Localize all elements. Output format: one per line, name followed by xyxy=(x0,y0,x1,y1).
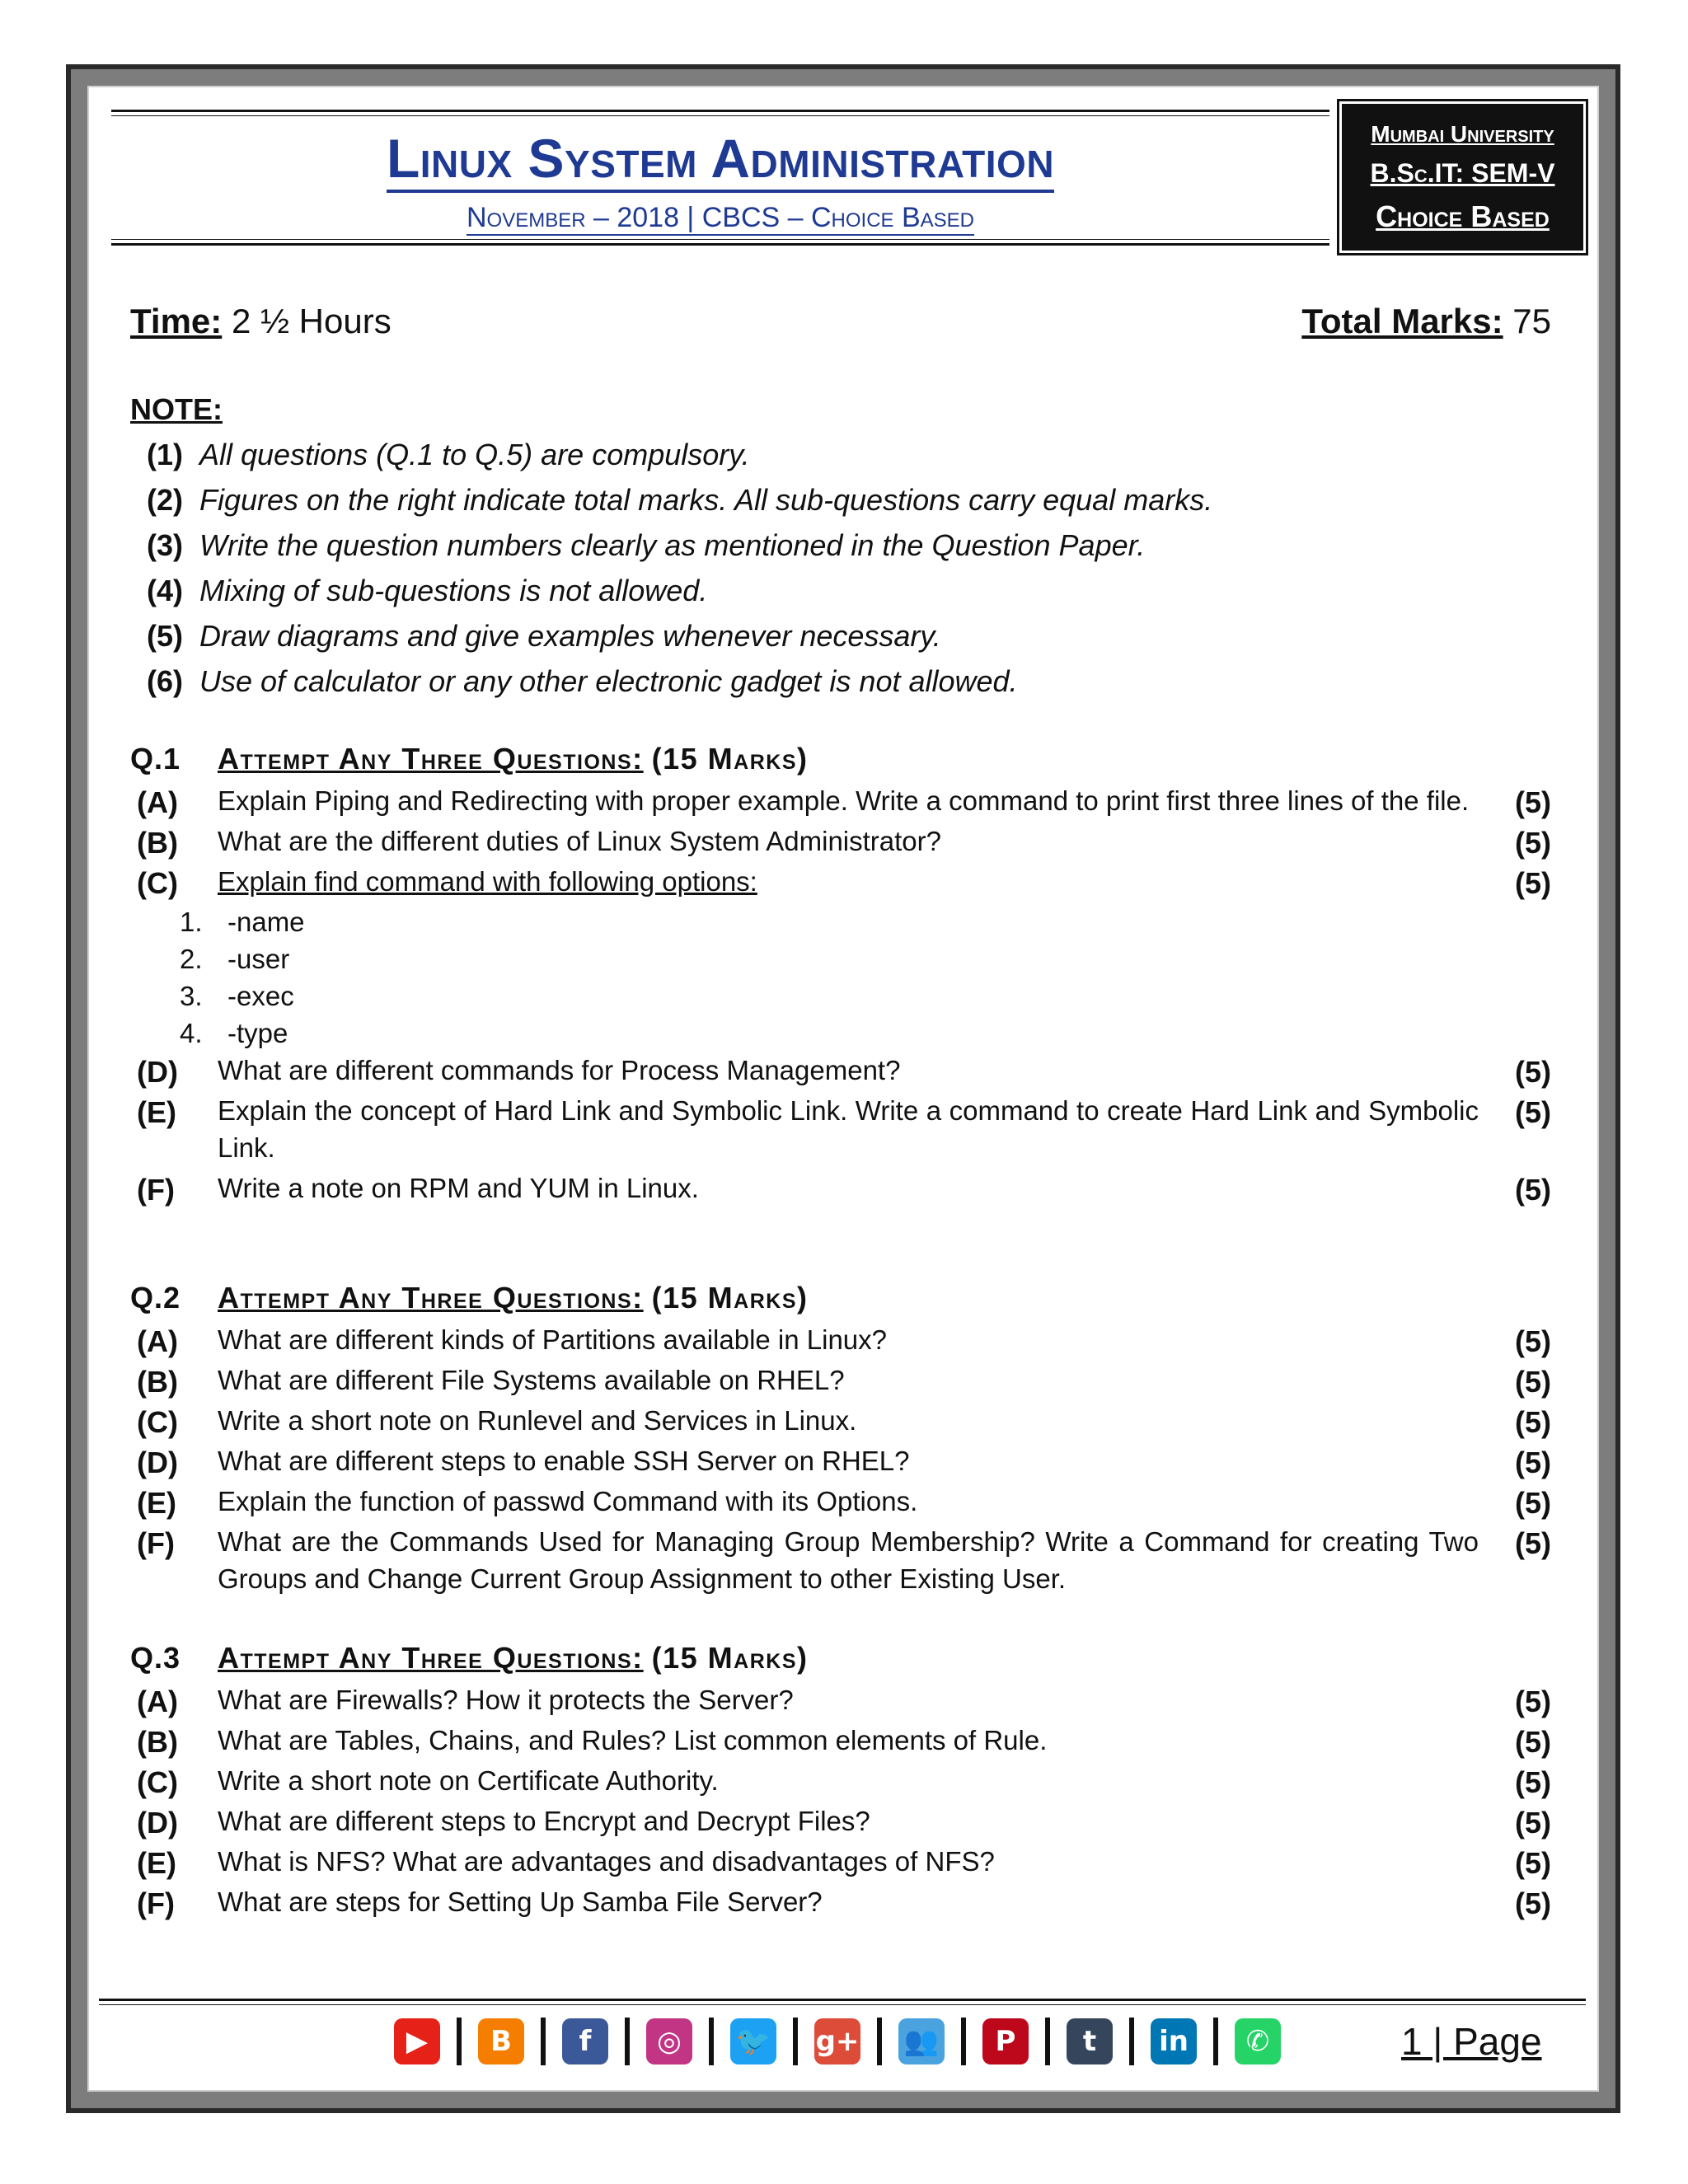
question-text: What are different kinds of Partitions available in Linux? xyxy=(218,1324,888,1355)
question-label: (B) xyxy=(137,826,178,860)
facebook-icon[interactable]: f xyxy=(562,2018,608,2064)
question-label: (E) xyxy=(137,1846,176,1880)
option-number: 1. xyxy=(180,907,203,937)
header-rule-top-thin xyxy=(111,115,1329,116)
section-title: Attempt Any Three Questions: xyxy=(218,742,644,776)
question-item xyxy=(130,823,1551,860)
header-rule-bottom-thin xyxy=(111,239,1329,240)
question-label: (A) xyxy=(137,785,178,819)
question-text: What are different steps to Encrypt and Decrypt Files? xyxy=(218,1806,870,1836)
section-marks: (15 Marks) xyxy=(651,1281,809,1315)
question-item xyxy=(130,1483,1551,1520)
icon-separator xyxy=(1129,2018,1134,2065)
marks-value: 75 xyxy=(1512,302,1551,340)
question-item xyxy=(130,1361,1551,1399)
question-text: What are the Commands Used for Managing Group Membership? Write a Command for creating Two Groups and Change Current Group Assignment to other Existing User. xyxy=(218,1526,1479,1594)
question-text: What is NFS? What are advantages and disadvantages of NFS? xyxy=(218,1846,995,1877)
question-item xyxy=(130,1442,1551,1479)
option-text: -name xyxy=(227,907,305,937)
question-item xyxy=(130,1052,1551,1089)
section-title: Attempt Any Three Questions: xyxy=(218,1281,644,1315)
pinterest-icon[interactable]: P xyxy=(982,2018,1029,2064)
question-marks: (5) xyxy=(1515,1324,1551,1358)
question-item xyxy=(130,1402,1551,1439)
question-item xyxy=(130,1802,1551,1840)
note-number: (2) xyxy=(147,483,183,517)
question-marks: (5) xyxy=(1515,1446,1551,1479)
instagram-icon[interactable]: ◎ xyxy=(646,2018,692,2064)
option-number: 2. xyxy=(180,944,203,974)
badge-course: B.Sc.IT: SEM-V xyxy=(1370,158,1555,188)
question-label: (F) xyxy=(137,1173,175,1207)
question-marks: (5) xyxy=(1515,826,1551,860)
time-info xyxy=(130,302,392,340)
question-label: (D) xyxy=(137,1446,178,1479)
question-text: What are different commands for Process Management? xyxy=(218,1055,901,1085)
section-number: Q.1 xyxy=(130,742,181,776)
question-text: What are different File Systems available on RHEL? xyxy=(218,1365,845,1395)
note-heading: NOTE: xyxy=(130,392,223,426)
icon-separator xyxy=(625,2018,630,2065)
question-item xyxy=(130,1843,1551,1880)
note-text: Use of calculator or any other electronic gadget is not allowed. xyxy=(199,664,1018,698)
option-text: -exec xyxy=(227,981,294,1011)
question-text: What are the different duties of Linux System Administrator? xyxy=(218,826,941,856)
question-marks: (5) xyxy=(1515,1765,1551,1799)
section-heading xyxy=(130,736,1551,782)
page-subtitle: November – 2018 | CBCS – Choice Based xyxy=(467,201,974,236)
tumblr-icon[interactable]: t xyxy=(1067,2018,1113,2064)
note-item xyxy=(147,477,1212,523)
question-label: (C) xyxy=(137,866,178,900)
question-label: (D) xyxy=(137,1055,178,1089)
whatsapp-icon[interactable]: ✆ xyxy=(1235,2018,1281,2064)
icon-separator xyxy=(1213,2018,1218,2065)
section-heading xyxy=(130,1635,1551,1681)
badge-scheme: Choice Based xyxy=(1376,199,1550,233)
section-marks: (15 Marks) xyxy=(651,1641,809,1675)
question-label: (C) xyxy=(137,1765,178,1799)
icon-separator xyxy=(709,2018,714,2065)
marks-label: Total Marks: xyxy=(1301,302,1503,340)
question-text: Explain Piping and Redirecting with proper example. Write a command to print first three lines of the file. xyxy=(218,785,1470,816)
question-item xyxy=(130,1883,1551,1920)
icon-separator xyxy=(541,2018,546,2065)
note-item xyxy=(147,613,1212,658)
icon-separator xyxy=(877,2018,882,2065)
question-text: Explain the function of passwd Command with its Options. xyxy=(218,1486,918,1516)
time-label: Time: xyxy=(130,302,223,340)
note-text: Write the question numbers clearly as mentioned in the Question Paper. xyxy=(199,528,1146,562)
googleplus-icon[interactable]: g+ xyxy=(814,2018,860,2064)
question-text: What are different steps to enable SSH Server on RHEL? xyxy=(218,1446,910,1476)
question-label: (B) xyxy=(137,1365,178,1399)
question-label: (F) xyxy=(137,1886,175,1920)
question-text: Write a short note on Certificate Authority. xyxy=(218,1765,719,1796)
option-list xyxy=(130,903,1551,1052)
youtube-icon[interactable]: ▶ xyxy=(394,2018,440,2064)
section-marks: (15 Marks) xyxy=(651,742,809,776)
note-text: Mixing of sub-questions is not allowed. xyxy=(199,574,708,607)
question-marks: (5) xyxy=(1515,1806,1551,1840)
question-marks: (5) xyxy=(1515,1055,1551,1089)
option-number: 3. xyxy=(180,981,203,1011)
question-marks: (5) xyxy=(1515,1365,1551,1399)
question-marks: (5) xyxy=(1515,1173,1551,1207)
question-label: (E) xyxy=(137,1486,176,1520)
note-item xyxy=(147,658,1212,704)
option-item xyxy=(180,903,1551,940)
question-label: (F) xyxy=(137,1526,175,1560)
question-text: What are Tables, Chains, and Rules? List common elements of Rule. xyxy=(218,1725,1048,1755)
marks-info xyxy=(1301,302,1551,341)
question-item xyxy=(130,1092,1551,1166)
option-item xyxy=(180,977,1551,1015)
section-q1 xyxy=(130,736,1551,1210)
note-text: All questions (Q.1 to Q.5) are compulsory. xyxy=(199,438,750,471)
section-q3 xyxy=(130,1635,1551,1924)
question-marks: (5) xyxy=(1515,866,1551,900)
question-text: What are steps for Setting Up Samba File Server? xyxy=(218,1886,823,1917)
question-item xyxy=(130,1722,1551,1759)
question-item xyxy=(130,782,1551,819)
social-icons xyxy=(394,2017,1281,2066)
question-item xyxy=(130,1762,1551,1799)
question-label: (B) xyxy=(137,1725,178,1759)
question-marks: (5) xyxy=(1515,1095,1551,1129)
option-item xyxy=(180,1015,1551,1052)
note-number: (6) xyxy=(147,664,183,698)
badge-university: Mumbai University xyxy=(1371,121,1554,147)
question-text: Explain find command with following options: xyxy=(218,866,757,897)
question-text: Write a short note on Runlevel and Services in Linux. xyxy=(218,1405,857,1436)
question-marks: (5) xyxy=(1515,785,1551,819)
note-text: Draw diagrams and give examples whenever necessary. xyxy=(199,619,941,653)
question-item xyxy=(130,1523,1551,1597)
note-number: (4) xyxy=(147,574,183,607)
title-block xyxy=(111,127,1329,193)
twitter-icon[interactable]: 🐦 xyxy=(730,2018,776,2064)
question-label: (A) xyxy=(137,1324,178,1358)
blogger-icon[interactable]: B xyxy=(478,2018,524,2064)
option-text: -user xyxy=(227,944,290,974)
question-label: (C) xyxy=(137,1405,178,1439)
section-title: Attempt Any Three Questions: xyxy=(218,1641,644,1675)
section-number: Q.3 xyxy=(130,1641,181,1675)
question-item xyxy=(130,1321,1551,1358)
icon-separator xyxy=(457,2018,462,2065)
icon-separator xyxy=(961,2018,966,2065)
page-title: Linux System Administration xyxy=(387,127,1054,193)
question-label: (A) xyxy=(137,1685,178,1718)
question-marks: (5) xyxy=(1515,1725,1551,1759)
section-q2 xyxy=(130,1275,1551,1601)
icon-separator xyxy=(1045,2018,1050,2065)
note-item xyxy=(147,523,1212,568)
question-marks: (5) xyxy=(1515,1486,1551,1520)
question-text: What are Firewalls? How it protects the Server? xyxy=(218,1685,794,1715)
option-item xyxy=(180,940,1551,977)
footer-rule-thin xyxy=(99,2004,1586,2005)
note-text: Figures on the right indicate total marks. All sub-questions carry equal marks. xyxy=(199,483,1213,517)
linkedin-icon[interactable]: in xyxy=(1151,2018,1197,2064)
header-rule-top xyxy=(111,110,1329,112)
question-marks: (5) xyxy=(1515,1886,1551,1920)
note-number: (1) xyxy=(147,438,183,471)
question-text: Explain the concept of Hard Link and Symbolic Link. Write a command to create Hard Link and Symbolic Link. xyxy=(218,1095,1479,1163)
option-text: -type xyxy=(227,1018,288,1048)
question-text: Write a note on RPM and YUM in Linux. xyxy=(218,1173,699,1203)
footer-rule xyxy=(99,1999,1586,2001)
exam-info xyxy=(130,302,1551,341)
header-rule-bottom xyxy=(111,243,1329,246)
question-item xyxy=(130,1169,1551,1207)
question-marks: (5) xyxy=(1515,1846,1551,1880)
note-number: (3) xyxy=(147,528,183,562)
question-marks: (5) xyxy=(1515,1405,1551,1439)
note-item xyxy=(147,432,1212,477)
subtitle-block xyxy=(111,201,1329,236)
note-item xyxy=(147,568,1212,613)
question-marks: (5) xyxy=(1515,1526,1551,1560)
option-number: 4. xyxy=(180,1018,203,1048)
notes-list xyxy=(147,432,1212,704)
university-badge xyxy=(1337,99,1588,255)
question-label: (E) xyxy=(137,1095,176,1129)
time-value: 2 ½ Hours xyxy=(231,302,392,340)
section-number: Q.2 xyxy=(130,1281,181,1315)
icon-separator xyxy=(793,2018,798,2065)
page-number: 1 | Page xyxy=(1401,2020,1542,2063)
question-item xyxy=(130,1681,1551,1718)
question-marks: (5) xyxy=(1515,1685,1551,1718)
slideshare-icon[interactable]: 👥 xyxy=(898,2018,945,2064)
note-number: (5) xyxy=(147,619,183,653)
section-heading xyxy=(130,1275,1551,1321)
question-item xyxy=(130,863,1551,900)
question-label: (D) xyxy=(137,1806,178,1840)
